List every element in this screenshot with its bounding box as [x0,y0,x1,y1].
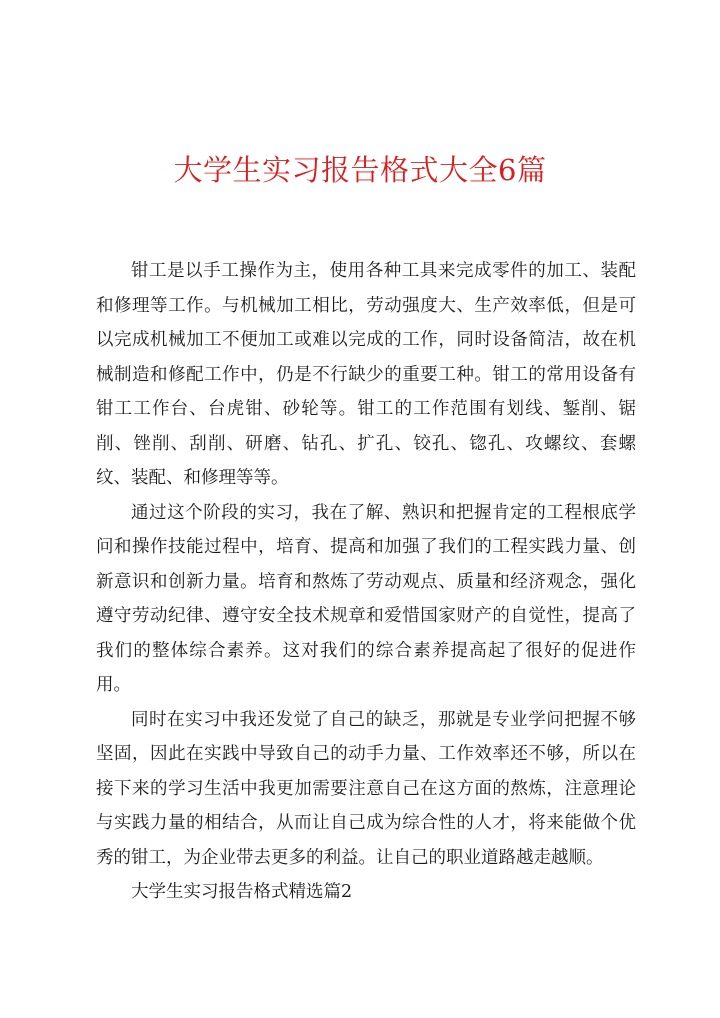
paragraph-shortcomings: 同时在实习中我还发觉了自己的缺乏，那就是专业学问把握不够坚固，因此在实践中导致自己的动手力量、工作效率还不够，所以在接下来的学习生活中我更加需要注意自己在这方面的熬炼，注意理论与实践力量的相结合，从而让自己成为综合性的人才，将来能做个优秀的钳工，为企业带去更多的利益。让自己的职业道路越走越顺。 [96,709,636,868]
document-body [96,254,636,910]
paragraph-fitter-work: 钳工是以手工操作为主，使用各种工具来完成零件的加工、装配和修理等工作。与机械加工相比，劳动强度大、生产效率低，但是可以完成机械加工不便加工或难以完成的工作，同时设备简洁，故在机械制造和修配工作中，仍是不行缺少的重要工种。钳工的常用设备有钳工工作台、台虎钳、砂轮等。钳工的工作范围有划线、錾削、锯削、锉削、刮削、研磨、钻孔、扩孔、铰孔、锪孔、攻螺纹、套螺纹、装配、和修理等等。 [96,261,636,488]
section-subheading: 大学生实习报告格式精选篇2 [131,882,353,902]
paragraph-internship-gains: 通过这个阶段的实习，我在了解、熟识和把握肯定的工程根底学问和操作技能过程中，培育、提高和加强了我们的工程实践力量、创新意识和创新力量。培育和熬炼了劳动观点、质量和经济观念，强化遵守劳动纪律、遵守安全技术规章和爱惜国家财产的自觉性，提高了我们的整体综合素养。这对我们的综合素养提高起了很好的促进作用。 [96,502,636,695]
document-title: 大学生实习报告格式大全6篇 [173,153,547,187]
